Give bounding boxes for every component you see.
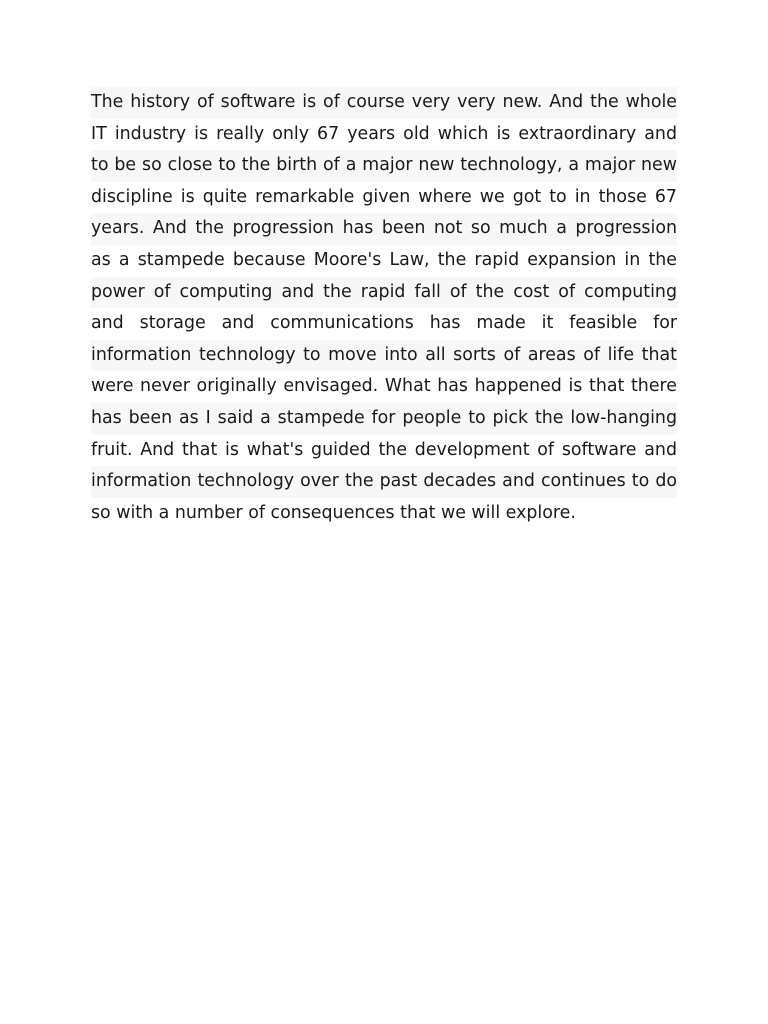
paragraph-line: has been as I said a stampede for people to pick the low-hanging <box>91 403 677 435</box>
paragraph-line: The history of software is of course very very new. And the whole <box>91 87 677 119</box>
paragraph-line: information technology over the past decades and continues to do <box>91 466 677 498</box>
paragraph-line: and storage and communications has made it feasible for <box>91 308 677 340</box>
paragraph-line: years. And the progression has been not so much a progression <box>91 213 677 245</box>
paragraph-line: so with a number of consequences that we will explore. <box>91 498 677 530</box>
paragraph-line: information technology to move into all sorts of areas of life that <box>91 340 677 372</box>
paragraph-line: power of computing and the rapid fall of the cost of computing <box>91 277 677 309</box>
paragraph-line: to be so close to the birth of a major new technology, a major new <box>91 150 677 182</box>
paragraph-line: discipline is quite remarkable given where we got to in those 67 <box>91 182 677 214</box>
paragraph-line: fruit. And that is what's guided the development of software and <box>91 435 677 467</box>
paragraph-line: were never originally envisaged. What has happened is that there <box>91 371 677 403</box>
paragraph-line: IT industry is really only 67 years old which is extraordinary and <box>91 119 677 151</box>
paragraph-line: as a stampede because Moore's Law, the rapid expansion in the <box>91 245 677 277</box>
body-paragraph <box>91 87 677 529</box>
